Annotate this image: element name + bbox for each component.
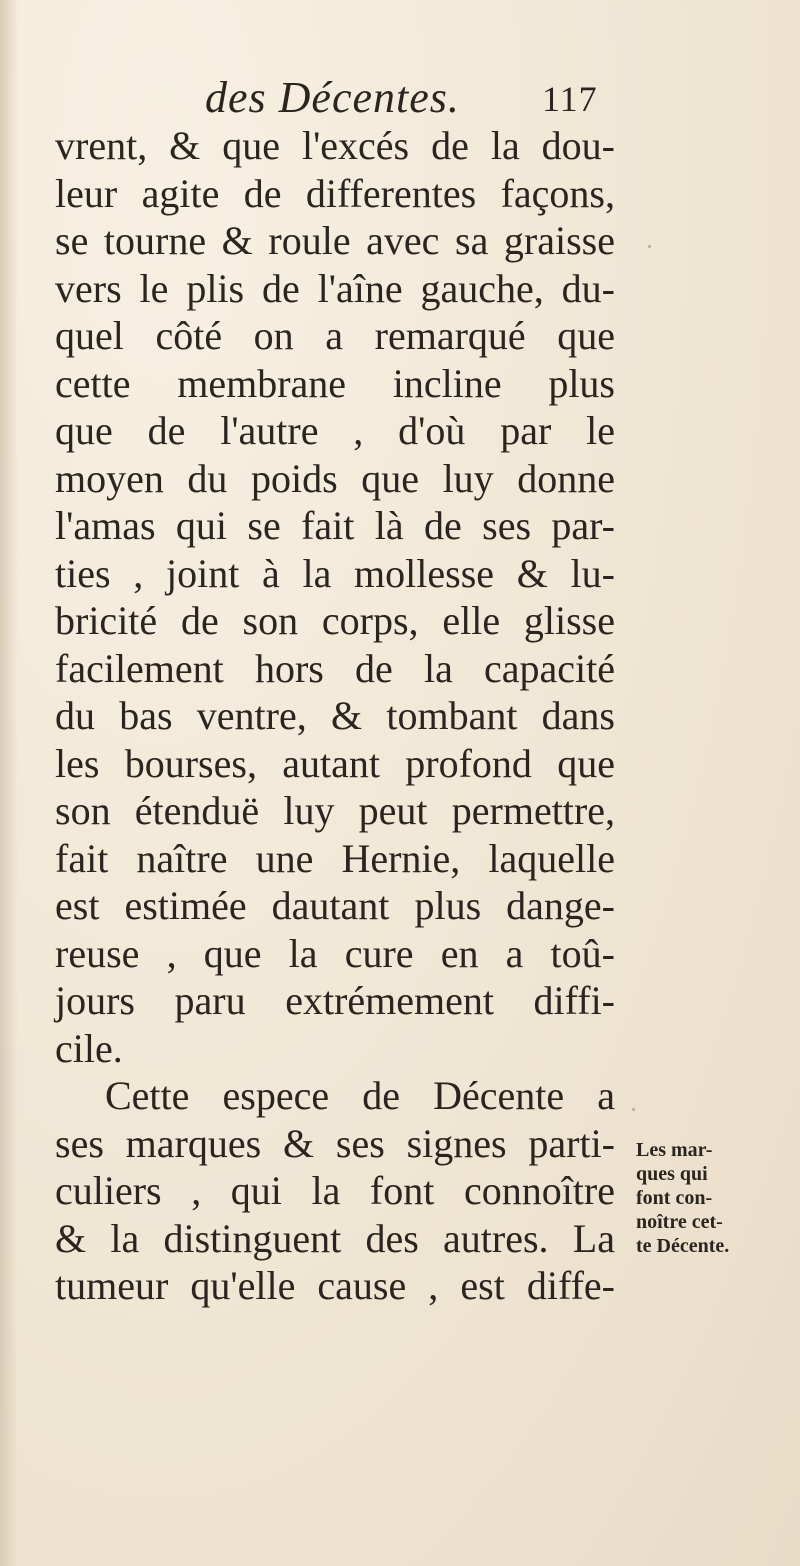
page-header: [0, 68, 800, 122]
text-line: vrent, & que l'excés de la dou-: [55, 123, 615, 168]
text-line: reuse , que la cure en a toû-: [55, 930, 615, 976]
paper-speck: [648, 245, 651, 248]
text-line: jours paru extrémement diffi-: [55, 978, 615, 1023]
text-line: tumeur qu'elle cause , est diffe-: [55, 1263, 615, 1308]
text-line: est estimée dautant plus dange-: [55, 883, 615, 928]
text-line: que de l'autre , d'où par le: [55, 408, 615, 453]
paragraph-end-line: cile.: [55, 1025, 123, 1071]
text-line: l'amas qui se fait là de ses par-: [55, 503, 615, 548]
text-line: se tourne & roule avec sa graisse: [55, 218, 615, 263]
marginal-note: [636, 1138, 796, 1258]
text-line: ties , joint à la mollesse & lu-: [55, 550, 615, 596]
body-text: [55, 122, 615, 1310]
text-line: facilement hors de la capacité: [55, 645, 615, 691]
text-line: cette membrane incline plus: [55, 360, 615, 406]
marginal-note-line: te Décente.: [636, 1235, 730, 1257]
page-number: 117: [542, 79, 598, 119]
marginal-note-line: noître cet-: [636, 1211, 723, 1233]
text-line: fait naître une Hernie, laquelle: [55, 835, 615, 881]
paper-speck: [632, 1108, 635, 1111]
text-line: du bas ventre, & tombant dans: [55, 693, 615, 738]
text-line: quel côté on a remarqué que: [55, 313, 615, 358]
text-line: moyen du poids que luy donne: [55, 455, 615, 501]
running-title: des Décentes.: [205, 73, 460, 122]
text-line: ses marques & ses signes parti-: [55, 1120, 615, 1166]
text-line: culiers , qui la font connoître: [55, 1168, 615, 1213]
gutter-shadow: [0, 0, 18, 1566]
marginal-note-line: ques qui: [636, 1163, 708, 1185]
text-line: leur agite de differentes façons,: [55, 170, 615, 216]
text-line: son étenduë luy peut permettre,: [55, 788, 615, 833]
marginal-note-line: font con-: [636, 1187, 713, 1209]
text-line: les bourses, autant profond que: [55, 740, 615, 786]
paragraph-start-line: Cette espece de Décente a: [105, 1073, 615, 1118]
marginal-note-line: Les mar-: [636, 1139, 713, 1161]
text-line: vers le plis de l'aîne gauche, du-: [55, 265, 615, 311]
text-line: & la distinguent des autres. La: [55, 1215, 615, 1261]
text-line: bricité de son corps, elle glisse: [55, 598, 615, 643]
